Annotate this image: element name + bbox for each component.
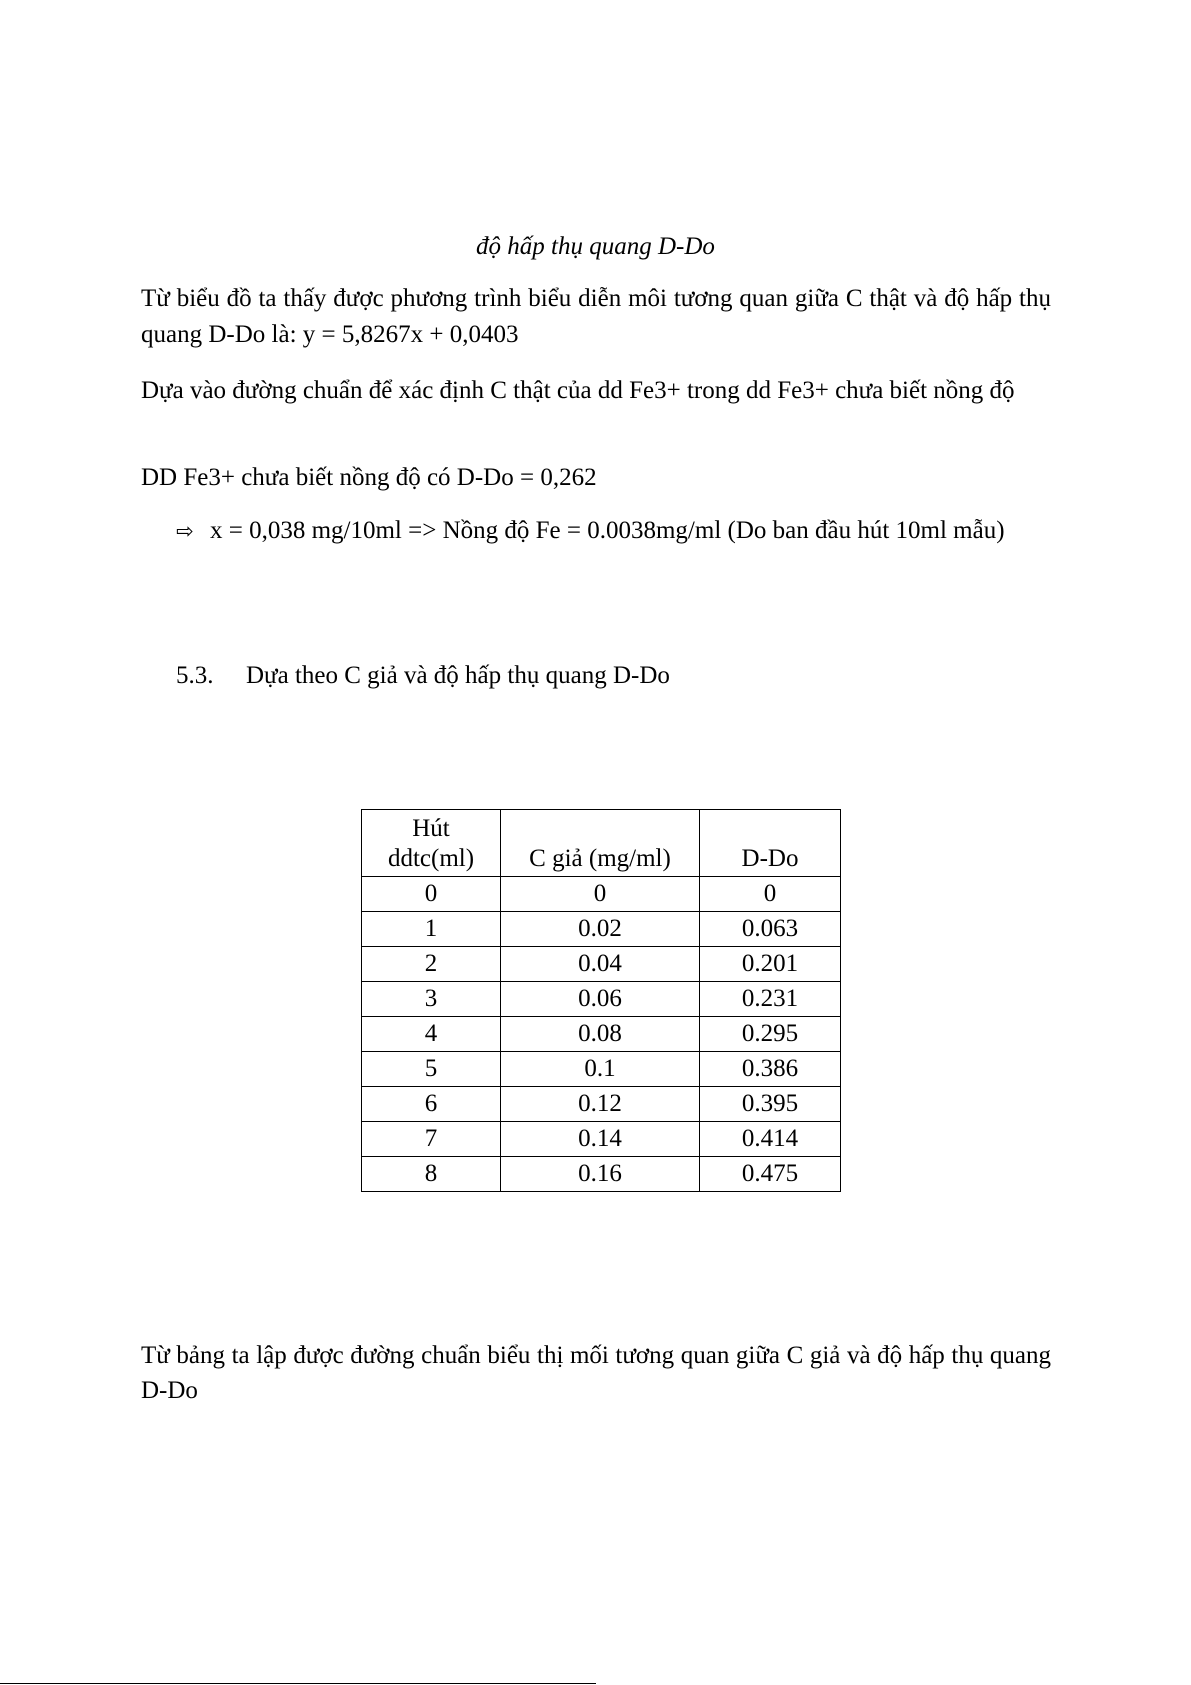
cell-volume: 5	[362, 1052, 501, 1087]
cell-volume: 3	[362, 982, 501, 1017]
cell-volume: 6	[362, 1087, 501, 1122]
header-concentration: C giả (mg/ml)	[501, 810, 700, 877]
cell-absorbance: 0.231	[700, 982, 841, 1017]
cell-absorbance: 0.414	[700, 1122, 841, 1157]
paragraph-standard-curve-method: Dựa vào đường chuẩn để xác định C thật của dd Fe3+ trong dd Fe3+ chưa biết nồng độ	[141, 377, 1015, 404]
cell-absorbance: 0.295	[700, 1017, 841, 1052]
cell-volume: 2	[362, 947, 501, 982]
cell-absorbance: 0.475	[700, 1157, 841, 1192]
table-row	[362, 877, 841, 912]
header-volume-line1: Hút	[412, 815, 450, 842]
table-row	[362, 1157, 841, 1192]
cell-concentration: 0	[501, 877, 700, 912]
cell-volume: 8	[362, 1157, 501, 1192]
cell-concentration: 0.02	[501, 912, 700, 947]
cell-absorbance: 0	[700, 877, 841, 912]
cell-volume: 7	[362, 1122, 501, 1157]
cell-absorbance: 0.386	[700, 1052, 841, 1087]
table-row	[362, 947, 841, 982]
paragraph-unknown-sample: DD Fe3+ chưa biết nồng độ có D-Do = 0,262	[141, 464, 597, 491]
cell-concentration: 0.14	[501, 1122, 700, 1157]
section-number: 5.3.	[176, 662, 214, 689]
figure-caption: độ hấp thụ quang D-Do	[476, 233, 715, 260]
table-row	[362, 1017, 841, 1052]
cell-concentration: 0.12	[501, 1087, 700, 1122]
section-heading	[176, 658, 670, 694]
header-volume	[362, 810, 501, 877]
paragraph-table-conclusion: Từ bảng ta lập được đường chuẩn biểu thị mối tương quan giữa C giả và độ hấp thụ quang D-Do	[141, 1342, 1051, 1404]
arrow-right-outline-icon: ⇨	[176, 519, 194, 543]
table-row	[362, 982, 841, 1017]
footer-divider	[0, 1683, 596, 1684]
cell-absorbance: 0.063	[700, 912, 841, 947]
cell-concentration: 0.1	[501, 1052, 700, 1087]
cell-absorbance: 0.395	[700, 1087, 841, 1122]
table-row	[362, 1087, 841, 1122]
table-row	[362, 1052, 841, 1087]
table-row	[362, 1122, 841, 1157]
cell-volume: 0	[362, 877, 501, 912]
cell-volume: 1	[362, 912, 501, 947]
table-row	[362, 912, 841, 947]
header-absorbance: D-Do	[700, 810, 841, 877]
cell-volume: 4	[362, 1017, 501, 1052]
cell-absorbance: 0.201	[700, 947, 841, 982]
header-volume-line2: ddtc(ml)	[387, 845, 475, 872]
section-title: Dựa theo C giả và độ hấp thụ quang D-Do	[246, 662, 670, 689]
cell-concentration: 0.06	[501, 982, 700, 1017]
paragraph-regression-equation: Từ biểu đồ ta thấy được phương trình biểu diễn môi tương quan giữa C thật và độ hấp thụ quang D-Do là: y = 5,8267x + 0,0403	[141, 285, 1051, 348]
cell-concentration: 0.04	[501, 947, 700, 982]
data-table	[361, 809, 841, 1192]
table-header-row	[362, 810, 841, 877]
cell-concentration: 0.16	[501, 1157, 700, 1192]
bullet-result	[176, 513, 1052, 549]
bullet-result-text: x = 0,038 mg/10ml => Nồng độ Fe = 0.0038mg/ml (Do ban đầu hút 10ml mẫu)	[210, 517, 1005, 544]
cell-concentration: 0.08	[501, 1017, 700, 1052]
